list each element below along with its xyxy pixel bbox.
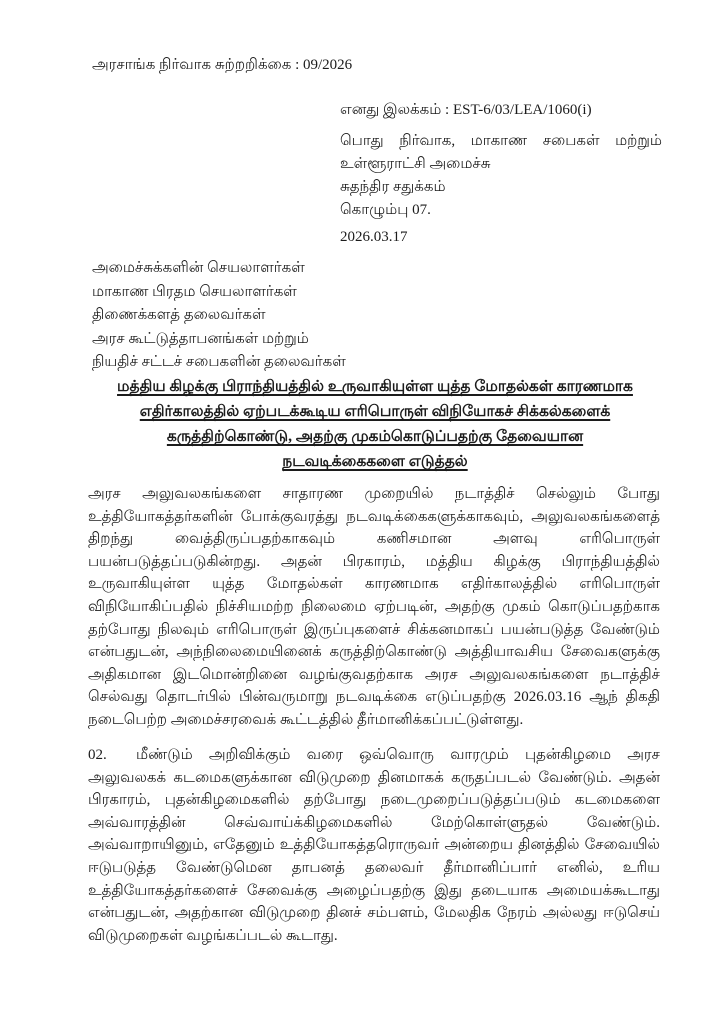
recipient-line: நியதிச் சட்டச் சபைகளின் தலைவர்கள் (92, 354, 346, 370)
document-title-line-text: கருத்திற்கொண்டு, அதற்கு முகம்கொடுப்பதற்கு தேவையான (166, 428, 584, 445)
recipient-line: அமைச்சுக்களின் செயலாளர்கள் (92, 260, 305, 276)
recipient-line: திணைக்களத் தலைவர்கள் (92, 307, 266, 323)
recipient-line: அரச கூட்டுத்தாபனங்கள் மற்றும் (92, 330, 309, 347)
document-title-line (88, 399, 662, 424)
paragraph-1-text: அரச அலுவலகங்களை சாதாரண முறையில் நடாத்திச் செல்லும் போது உத்தியோகத்தர்களின் போக்குவரத்து நடவடிக்கைகளுக்காகவும், அலுவலகங்களைத் திறந்து வைத்திருப்பதற்காகவும் கணிசமான அளவு எரிபொருள் பயன்படுத்தப்படுகின்றது. அதன் பிரகாரம், மத்திய கிழக்கு பிராந்தியத்தில் உருவாகியுள்ள யுத்த மோதல்கள் காரணமாக எதிர்காலத்தில் எரிபொருள் விநியோகிப்பதில் நிச்சியமற்ற நிலைமை ஏற்படின், அதற்கு முகம் கொடுப்பதற்காக தற்போது நிலவும் எரிபொருள் இருப்புகளைச் சிக்கனமாகப் பயன்படுத்த வேண்டும் என்பதுடன், அந்நிலைமையினைக் கருத்திற்கொண்டு அத்தியாவசிய சேவைகளுக்கு அதிகமான இடமொன்றினை வழங்குவதற்காக அரச அலுவலகங்களை நடாத்திச் செல்வது தொடர்பில் பின்வருமாறு நடவடிக்கை எடுப்பதற்கு 2026.03.16 ஆந் திகதி நடைபெற்ற அமைச்சரவைக் கூட்டத்தில் தீர்மானிக்கப்பட்டுள்ளது. (88, 486, 660, 728)
recipient-line: மாகாண பிரதம செயலாளர்கள் (92, 283, 297, 300)
document-title-line-text: எதிர்காலத்தில் ஏற்படக்கூடிய எரிபொருள் விநியோகச் சிக்கல்களைக் (139, 403, 611, 420)
document-title-line (88, 374, 662, 399)
paragraph-1 (88, 483, 660, 732)
sender-block (340, 99, 662, 222)
recipients-list (92, 257, 346, 375)
document-title-line-text: மத்திய கிழக்கு பிராந்தியத்தில் உருவாகியுள்ள யுத்த மோதல்கள் காரணமாக (117, 378, 633, 395)
ministry-name: பொது நிர்வாக, மாகாண சபைகள் மற்றும் உள்ளூராட்சி அமைச்சு (340, 133, 662, 172)
paragraph-2-text: மீண்டும் அறிவிக்கும் வரை ஒவ்வொரு வாரமும் புதன்கிழமை அரச அலுவலகக் கடமைகளுக்கான விடுமுறை தினமாகக் கருதப்படல் வேண்டும். அதன் பிரகாரம், புதன்கிழமைகளில் தற்போது நடைமுறைப்படுத்தப்படும் கடமைகளை அவ்வாரத்தின் செவ்வாய்க்கிழமைகளில் மேற்கொள்ளுதல் வேண்டும். அவ்வாறாயினும், எதேனும் உத்தியோகத்தரொருவர் அன்றைய தினத்தில் சேவையில் ஈடுபடுத்த வேண்டுமென தாபனத் தலைவர் தீர்மானிப்பார் எனில், உரிய உத்தியோகத்தர்களைச் சேவைக்கு அழைப்பதற்கு இது தடையாக அமையக்கூடாது என்பதுடன், அதற்கான விடுமுறை தினச் சம்பளம், மேலதிக நேரம் அல்லது ஈடுசெய் விடுமுறைகள் வழங்கப்படல் கூடாது. (88, 747, 660, 944)
reference-number-line: எனது இலக்கம் : EST-6/03/LEA/1060(i) (340, 102, 592, 118)
document-title-line (88, 424, 662, 449)
paragraph-2 (88, 744, 660, 947)
document-title (88, 374, 662, 474)
document-date: 2026.03.17 (340, 229, 408, 245)
document-title-line (88, 449, 662, 474)
address-line-street: சுதந்திர சதுக்கம் (340, 179, 446, 195)
paragraph-2-number: 02. (88, 747, 107, 763)
document-title-line-text: நடவடிக்கைகளை எடுத்தல் (282, 453, 468, 470)
circular-number-line: அரசாங்க நிர்வாக சுற்றறிக்கை : 09/2026 (92, 57, 353, 73)
address-line-city: கொழும்பு 07. (340, 202, 431, 218)
